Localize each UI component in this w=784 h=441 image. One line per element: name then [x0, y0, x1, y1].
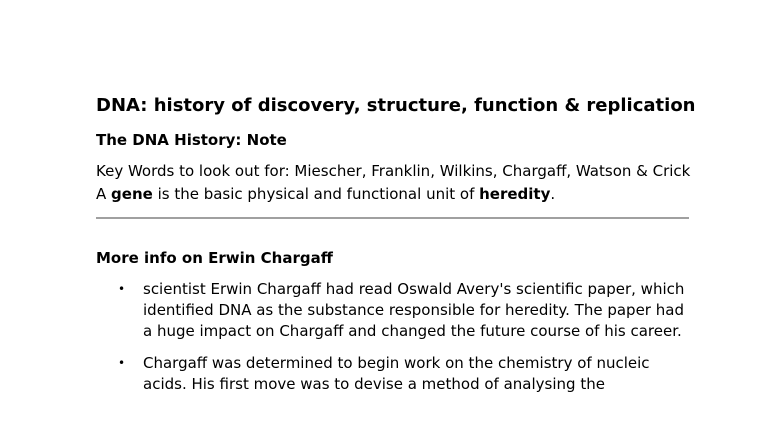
intro-text-3: . — [550, 185, 556, 203]
section-heading: More info on Erwin Chargaff — [96, 249, 333, 267]
bullet-icon: • — [118, 356, 126, 370]
document-subtitle: The DNA History: Note — [96, 131, 287, 149]
document-content — [96, 92, 696, 406]
document-title: DNA: history of discovery, structure, function & replication — [96, 95, 696, 116]
intro-paragraph — [96, 160, 696, 206]
intro-text-1: Key Words to look out for: Miescher, Franklin, Wilkins, Chargaff, Watson & Crick A — [96, 162, 691, 203]
list-item — [96, 279, 688, 342]
section-divider — [96, 217, 689, 219]
intro-bold-gene: gene — [111, 185, 153, 203]
bullet-icon: • — [118, 282, 126, 296]
intro-bold-heredity: heredity — [479, 185, 551, 203]
bullet-text: Chargaff was determined to begin work on the chemistry of nucleic acids. His first move was to devise a method of analysing the — [143, 354, 650, 393]
intro-text-2: is the basic physical and functional unit of — [152, 185, 480, 203]
bullet-text: scientist Erwin Chargaff had read Oswald Avery's scientific paper, which identified DNA as the substance responsible for heredity. The paper had a huge impact on Chargaff and changed the future course of his career. — [143, 280, 685, 340]
list-item — [96, 353, 688, 395]
bullet-list — [96, 279, 696, 395]
